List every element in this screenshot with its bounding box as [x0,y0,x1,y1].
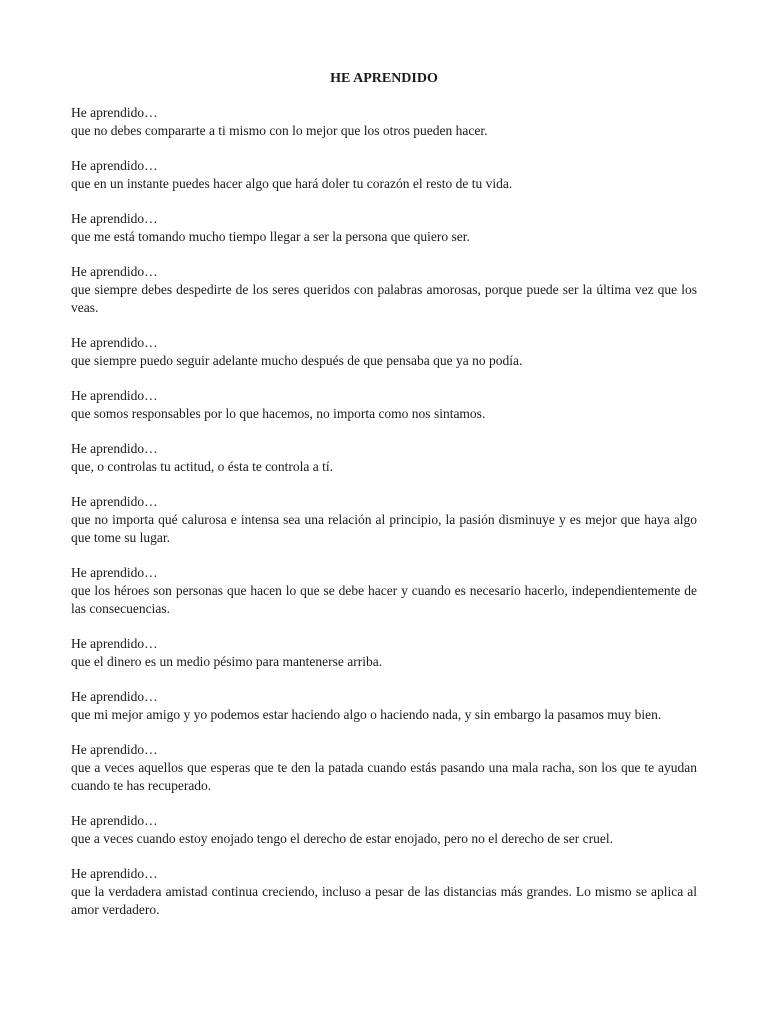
stanza-lead: He aprendido… [71,105,158,120]
stanza-lead: He aprendido… [71,636,158,651]
stanza-lead: He aprendido… [71,565,158,580]
stanza-text: que no importa qué calurosa e intensa sea una relación al principio, la pasión disminuye y es mejor que haya algo que tome su lugar. [71,512,697,545]
stanza-text: que, o controlas tu actitud, o ésta te controla a tí. [71,459,334,474]
stanza-lead: He aprendido… [71,335,158,350]
stanza-lead: He aprendido… [71,158,158,173]
stanza-text: que a veces cuando estoy enojado tengo el derecho de estar enojado, pero no el derecho de ser cruel. [71,831,614,846]
stanza [71,741,697,795]
stanza-lead: He aprendido… [71,441,158,456]
stanza-lead: He aprendido… [71,388,158,403]
document-page [71,70,697,936]
stanza [71,812,697,848]
stanza [71,440,697,476]
stanza-text: que la verdadera amistad continua creciendo, incluso a pesar de las distancias más grandes. Lo mismo se aplica al amor verdadero. [71,884,697,917]
stanza [71,334,697,370]
stanza [71,104,697,140]
stanza-text: que siempre debes despedirte de los seres queridos con palabras amorosas, porque puede ser la última vez que los veas. [71,282,697,315]
stanza-text: que mi mejor amigo y yo podemos estar haciendo algo o haciendo nada, y sin embargo la pasamos muy bien. [71,707,662,722]
stanza-lead: He aprendido… [71,742,158,757]
stanza [71,688,697,724]
stanza-lead: He aprendido… [71,264,158,279]
document-title: HE APRENDIDO [330,71,438,86]
stanza-lead: He aprendido… [71,689,158,704]
stanza [71,210,697,246]
stanza-text: que los héroes son personas que hacen lo que se debe hacer y cuando es necesario hacerlo, independientemente de las consecuencias. [71,583,697,616]
stanza-lead: He aprendido… [71,494,158,509]
stanza [71,157,697,193]
stanza-text: que no debes compararte a ti mismo con lo mejor que los otros pueden hacer. [71,123,488,138]
stanza-text: que a veces aquellos que esperas que te den la patada cuando estás pasando una mala racha, son los que te ayudan cuando te has recuperado. [71,760,697,793]
stanza [71,865,697,919]
stanza-lead: He aprendido… [71,211,158,226]
stanza-text: que en un instante puedes hacer algo que hará doler tu corazón el resto de tu vida. [71,176,513,191]
stanza [71,493,697,547]
stanza-text: que siempre puedo seguir adelante mucho después de que pensaba que ya no podía. [71,353,523,368]
stanza [71,635,697,671]
stanza-lead: He aprendido… [71,866,158,881]
stanza [71,263,697,317]
stanza-text: que somos responsables por lo que hacemos, no importa como nos sintamos. [71,406,486,421]
stanza-lead: He aprendido… [71,813,158,828]
stanza-text: que me está tomando mucho tiempo llegar a ser la persona que quiero ser. [71,229,470,244]
stanza [71,564,697,618]
stanza [71,387,697,423]
stanza-text: que el dinero es un medio pésimo para mantenerse arriba. [71,654,383,669]
